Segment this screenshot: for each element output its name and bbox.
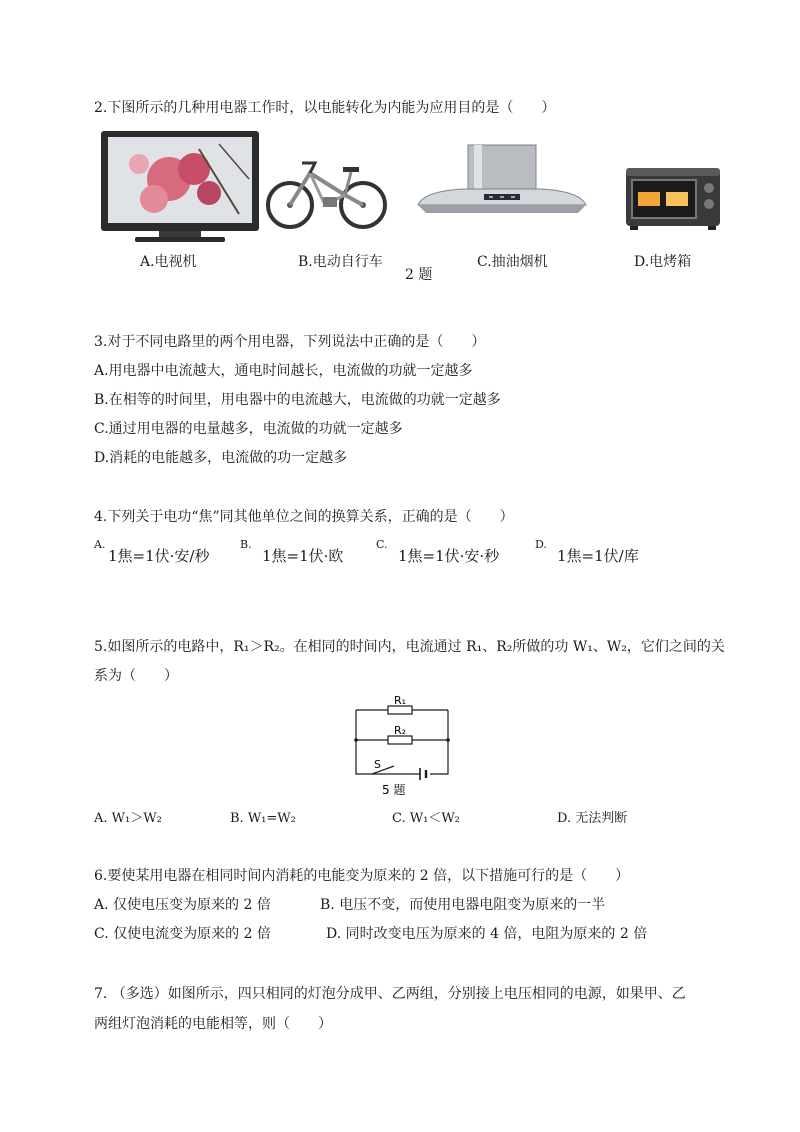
q5-option-c: C. W₁＜W₂ [392,811,460,826]
q4-option-b-text: 1焦=1伏·欧 [262,547,344,565]
q2-caption-b: B.电动自行车 [298,254,383,270]
q4-option-a-text: 1焦=1伏·安/秒 [108,547,210,565]
q4-option-c-text: 1焦=1伏·安·秒 [398,547,500,565]
electric-oven-icon [624,164,722,232]
q2-stem: 2.下图所示的几种用电器工作时，以电能转化为内能为应用目的是（ ） [94,100,556,116]
q4-stem: 4.下列关于电功“焦”同其他单位之间的换算关系，正确的是（ ） [94,509,514,525]
q3-option-d: D.消耗的电能越多，电流做的功一定越多 [94,450,348,466]
r1-label: R₁ [394,694,407,707]
q4-option-c-letter: C. [376,538,388,551]
q6-option-c: C. 仅使电流变为原来的 2 倍 [94,926,271,942]
r2-label: R₂ [394,724,407,737]
q7-stem-line1: 7. （多选）如图所示，四只相同的灯泡分成甲、乙两组，分别接上电压相同的电源，如果甲、乙 [94,986,686,1002]
q3-option-b: B.在相等的时间里，用电器中的电流越大，电流做的功就一定越多 [94,392,501,408]
switch-label: S [374,758,381,771]
q6-option-a: A. 仅使电压变为原来的 2 倍 [94,897,271,913]
q6-option-d: D. 同时改变电压为原来的 4 倍，电阻为原来的 2 倍 [326,926,648,942]
q5-stem-line2: 系为（ ） [94,668,178,684]
q5-stem-line1: 5.如图所示的电路中，R₁＞R₂。在相同的时间内，电流通过 R₁、R₂所做的功 W₁、W₂，它们之间的关 [94,639,725,655]
television-icon [99,129,261,245]
electric-bicycle-icon [265,155,389,231]
q6-option-b: B. 电压不变，而使用电器电阻变为原来的一半 [320,897,606,913]
q3-stem: 3.对于不同电路里的两个用电器，下列说法中正确的是（ ） [94,334,486,350]
range-hood-icon [414,143,590,223]
q5-option-a: A. W₁＞W₂ [94,811,162,826]
circuit-diagram [350,690,454,800]
q5-option-b: B. W₁=W₂ [230,811,296,826]
q2-caption-c: C.抽油烟机 [477,254,548,270]
q7-stem-line2: 两组灯泡消耗的电能相等，则（ ） [94,1016,332,1032]
q2-caption-a: A.电视机 [140,254,197,270]
q4-option-b-letter: B. [240,538,252,551]
q4-option-d-text: 1焦=1伏/库 [557,547,639,565]
q4-option-a-letter: A. [94,538,106,551]
q3-option-c: C.通过用电器的电量越多，电流做的功就一定越多 [94,421,403,437]
q5-figure-caption: 5 题 [382,783,406,797]
q4-option-d-letter: D. [535,538,547,551]
q3-option-a: A.用电器中电流越大，通电时间越长，电流做的功就一定越多 [94,363,473,379]
q2-caption-d: D.电烤箱 [634,254,692,270]
q2-figure-caption: 2 题 [405,267,433,283]
q6-stem: 6.要使某用电器在相同时间内消耗的电能变为原来的 2 倍，以下措施可行的是（ ） [94,868,630,884]
q5-option-d: D. 无法判断 [557,811,628,826]
